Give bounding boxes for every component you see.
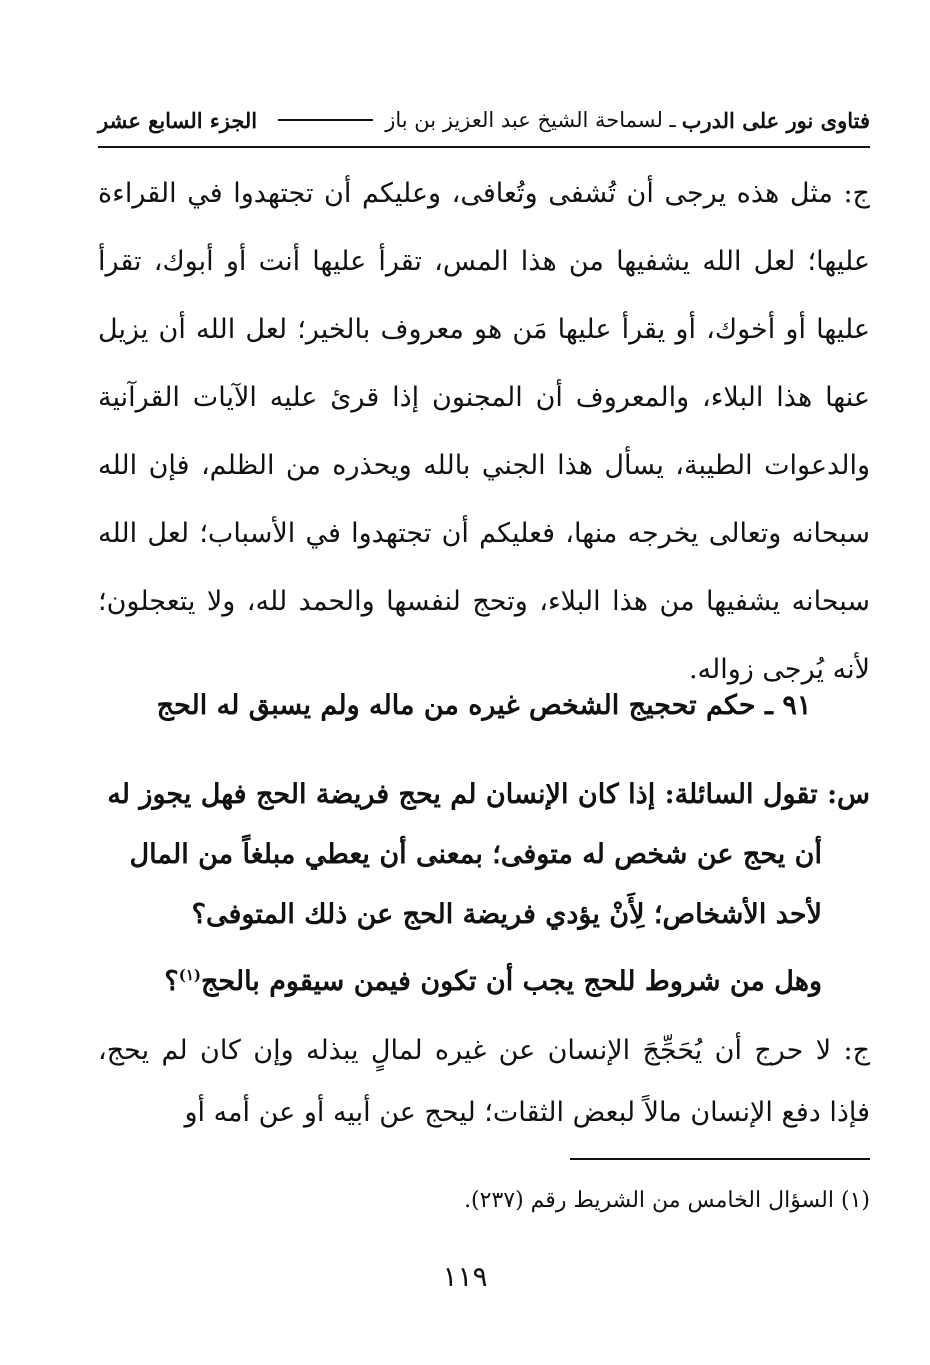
question-line-3: لأحد الأشخاص؛ لِأَنْ يؤدي فريضة الحج عن ذلك المتوفى؟ — [191, 899, 822, 930]
header-divider — [98, 146, 870, 148]
answer-paragraph-2: ج: لا حرج أن يُحَجِّجَ الإنسان عن غيره لمالٍ يبذله وإن كان لم يحج، فإذا دفع الإنسان مالاً لبعض الثقات؛ ليحج عن أبيه أو عن أمه أو — [98, 1035, 870, 1128]
section-title: ٩١ ـ حكم تحجيج الشخص غيره من ماله ولم يسبق له الحج — [156, 690, 812, 721]
question-end-mark: ؟ — [164, 966, 179, 997]
footnote-divider — [570, 1158, 870, 1160]
footnote-reference: (١) — [178, 966, 201, 984]
running-header — [98, 100, 870, 140]
page-number: ١١٩ — [442, 1260, 488, 1293]
header-inline-rule — [278, 119, 373, 121]
question-line-4-wrap — [98, 945, 870, 1012]
question-line-4: وهل من شروط للحج يجب أن تكون فيمن سيقوم بالحج — [200, 966, 822, 997]
header-author: ـ لسماحة الشيخ عبد العزيز بن باز — [385, 108, 676, 132]
header-book-title: فتاوى نور على الدرب — [681, 107, 870, 133]
footnote: (١) السؤال الخامس من الشريط رقم (٢٣٧). — [464, 1188, 870, 1213]
question-line-1: س: تقول السائلة: إذا كان الإنسان لم يحج فريضة الحج فهل يجوز له — [107, 779, 870, 810]
header-book-info — [272, 108, 870, 133]
answer-paragraph-1: ج: مثل هذه يرجى أن تُشفى وتُعافى، وعليكم أن تجتهدوا في القراءة عليها؛ لعل الله يشفيها من هذا المس، تقرأ عليها أنت أو أبوك، تقرأ عليها أو أخوك، أو يقرأ عليها مَن هو معروف بالخير؛ لعل الله أن يزيل عنها هذا البلاء، والمعروف أن المجنون إذا قرئ عليه الآيات القرآنية والدعوات الطيبة، يسأل هذا الجني بالله ويحذره من الظلم، فإن الله سبحانه وتعالى يخرجه منها، فعليكم أن تجتهدوا في الأسباب؛ لعل الله سبحانه يشفيها من هذا البلاء، وتحج لنفسها والحمد لله، ولا يتعجلون؛ لأنه يُرجى زواله. — [98, 178, 870, 685]
header-volume: الجزء السابع عشر — [98, 107, 258, 133]
question-line-2: أن يحج عن شخص له متوفى؛ بمعنى أن يعطي مبلغاً من المال — [129, 839, 822, 870]
question-paragraph — [98, 765, 870, 1012]
